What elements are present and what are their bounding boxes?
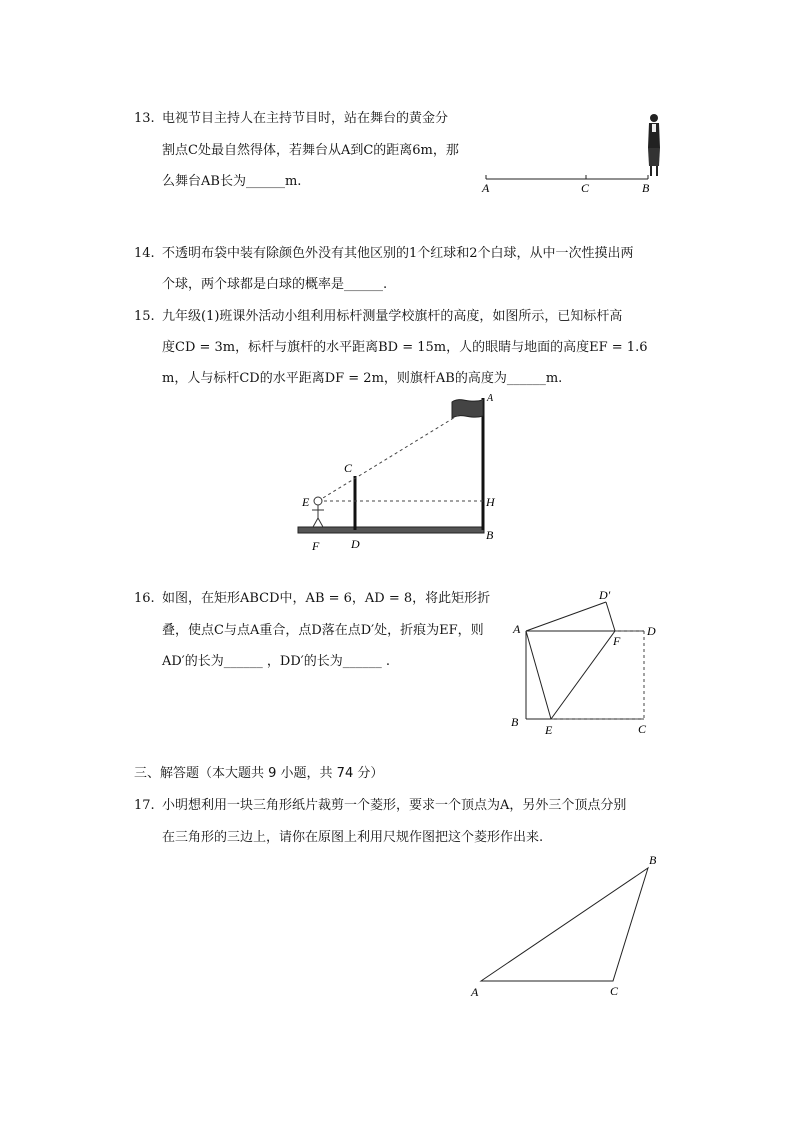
q17-line-1: 小明想利用一块三角形纸片裁剪一个菱形，要求一个顶点为A，另外三个顶点分别 (162, 798, 627, 813)
q16-label-f: F (613, 634, 621, 648)
q17-label-a: A (471, 985, 479, 999)
q15-line-1: 九年级(1)班课外活动小组利用标杆测量学校旗杆的高度，如图所示，已知标杆高 (162, 309, 623, 324)
q14-line-2: 个球，两个球都是白球的概率是______. (162, 277, 388, 292)
q15-label-a: A (487, 393, 494, 404)
q15-label-f: F (312, 539, 320, 553)
q16-line-2: 叠，使点C与点A重合，点D落在点D′处，折痕为EF，则 (162, 623, 484, 638)
q16-label-c: C (638, 722, 647, 736)
q16-label-e: E (545, 723, 553, 737)
q16-line-3: AD′的长为______ ，DD′的长为______ . (162, 654, 390, 669)
q15-number: 15. (134, 309, 155, 324)
q14-number: 14. (134, 246, 155, 261)
q17-line-2: 在三角形的三边上，请你在原图上利用尺规作图把这个菱形作出来. (162, 830, 544, 845)
q16-line-1: 如图，在矩形ABCD中，AB = 6，AD = 8，将此矩形折 (162, 591, 491, 606)
q17-triangle-figure (465, 848, 665, 1004)
q16-number: 16. (134, 591, 155, 606)
q16-label-dprime: D′ (599, 588, 611, 602)
person-icon (312, 497, 324, 527)
q15-label-d: D (351, 537, 360, 551)
q15-label-c: C (344, 461, 353, 475)
q13-number: 13. (134, 111, 155, 126)
q15-line-3: m，人与标杆CD的水平距离DF = 2m，则旗杆AB的高度为______m. (162, 371, 563, 386)
host-person-icon (648, 114, 660, 176)
q13-label-b: B (642, 181, 650, 195)
q17-number: 17. (134, 798, 155, 813)
q13-label-c: C (581, 181, 590, 195)
q17-label-c: C (610, 984, 619, 998)
q16-label-b: B (511, 715, 519, 729)
q15-label-b: B (486, 528, 494, 542)
q15-label-h: H (486, 495, 495, 509)
q16-label-d: D (647, 624, 656, 638)
q15-line-2: 度CD = 3m，标杆与旗杆的水平距离BD = 15m，人的眼睛与地面的高度EF = 1.6 (162, 340, 648, 355)
q13-line-2: 割点C处最自然得体，若舞台从A到C的距离6m，那 (162, 143, 459, 158)
q15-flagpole-figure (290, 388, 510, 558)
q14-line-1: 不透明布袋中装有除颜色外没有其他区别的1个红球和2个白球，从中一次性摸出两 (162, 246, 634, 261)
q13-stage-figure (470, 108, 670, 200)
q17-label-b: B (649, 853, 657, 867)
q13-label-a: A (482, 181, 490, 195)
q13-line-1: 电视节目主持人在主持节目时，站在舞台的黄金分 (162, 111, 449, 126)
q16-rectangle-fold-figure (505, 588, 665, 740)
triangle-abc (481, 868, 648, 981)
section-heading: 三、解答题（本大题共 9 小题，共 74 分） (134, 766, 384, 781)
q15-label-e: E (302, 495, 310, 509)
q13-line-3: 么舞台AB长为______m. (162, 174, 302, 189)
q16-label-a: A (513, 622, 521, 636)
ground-bar (298, 527, 484, 533)
